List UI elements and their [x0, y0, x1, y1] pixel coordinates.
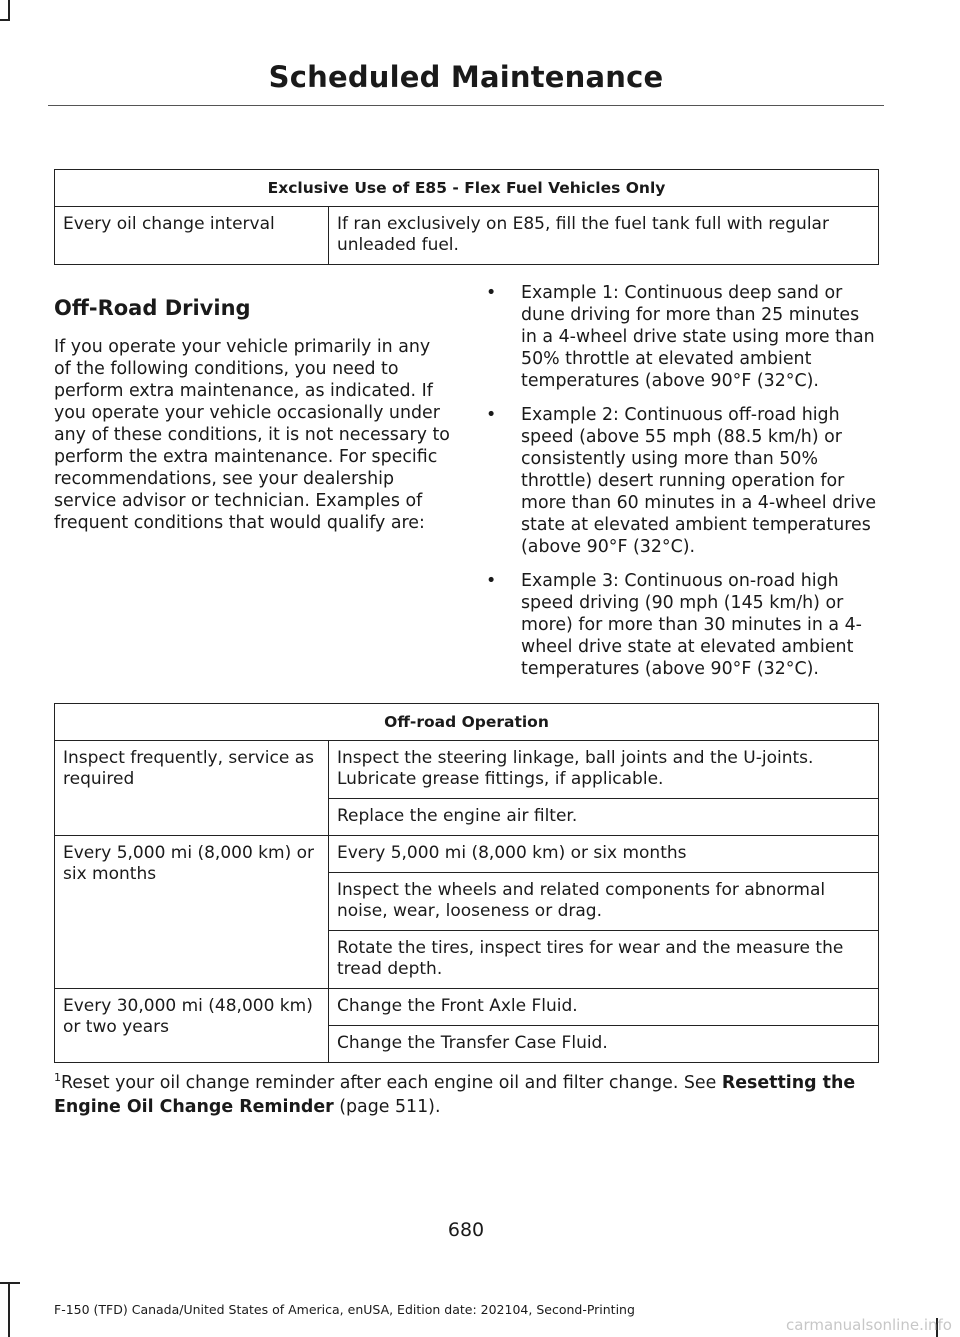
- action-cell: Inspect the steering linkage, ball joints and the U-joints. Lubricate grease fittings, if applicable.: [329, 741, 879, 799]
- footnote-page-ref: (page 511).: [333, 1097, 441, 1117]
- e85-table: [54, 169, 879, 265]
- footnote-marker: 1: [54, 1071, 61, 1084]
- crop-mark-bottom-left-h: [0, 1282, 20, 1284]
- example-text: Example 1: Continuous deep sand or dune driving for more than 25 minutes in a 4-wheel drive state using more than 50% throttle at elevated ambient temperatures (above 90°F (32°C).: [521, 283, 875, 391]
- table-row: [55, 741, 879, 799]
- footnote: [54, 1066, 880, 1119]
- page-number: 680: [447, 1219, 485, 1241]
- action-cell: Every 5,000 mi (8,000 km) or six months: [329, 836, 879, 873]
- interval-cell: Every 30,000 mi (48,000 km) or two years: [55, 989, 329, 1063]
- list-item: [486, 282, 880, 392]
- table-row: [55, 207, 879, 265]
- e85-table-caption: Exclusive Use of E85 - Flex Fuel Vehicles Only: [55, 170, 879, 207]
- e85-interval-cell: Every oil change interval: [55, 207, 329, 265]
- interval-cell: Every 5,000 mi (8,000 km) or six months: [55, 836, 329, 989]
- edition-info: F-150 (TFD) Canada/United States of America, enUSA, Edition date: 202104, Second-Printing: [54, 1302, 635, 1317]
- crop-mark-bottom-left-v: [8, 1282, 10, 1337]
- list-item: [486, 404, 880, 558]
- action-cell: Inspect the wheels and related components for abnormal noise, wear, looseness or drag.: [329, 873, 879, 931]
- watermark: carmanualsonline.info: [786, 1316, 952, 1334]
- table-row: [55, 989, 879, 1026]
- page-title: Scheduled Maintenance: [268, 60, 664, 94]
- header-divider: [48, 105, 884, 106]
- action-cell: Rotate the tires, inspect tires for wear and the measure the tread depth.: [329, 931, 879, 989]
- crop-mark-top-left-v: [8, 0, 10, 20]
- example-text: Example 2: Continuous off-road high speed (above 55 mph (88.5 km/h) or consistently using more than 50% throttle) desert running operation for more than 60 minutes in a 4-wheel drive state at elevated ambient temperatures (above 90°F (32°C).: [521, 405, 877, 557]
- bullet-icon: •: [486, 571, 497, 591]
- bullet-icon: •: [486, 283, 497, 303]
- bullet-icon: •: [486, 405, 497, 425]
- crop-mark-top-left-h: [0, 19, 10, 21]
- footnote-link[interactable]: Resetting the Engine Oil Change Reminder: [54, 1073, 856, 1117]
- action-cell: Change the Transfer Case Fluid.: [329, 1026, 879, 1063]
- e85-action-cell: If ran exclusively on E85, fill the fuel tank full with regular unleaded fuel.: [329, 207, 879, 265]
- offroad-intro: If you operate your vehicle primarily in any of the following conditions, you need to perform extra maintenance, as indicated. If you operate your vehicle occasionally under any of these conditions, it is not necessary to perform the extra maintenance. For specific recommendations, see your dealership service advisor or technician. Examples of frequent conditions that would qualify are:: [54, 337, 450, 533]
- action-cell: Replace the engine air filter.: [329, 799, 879, 836]
- interval-cell: Inspect frequently, service as required: [55, 741, 329, 836]
- offroad-operation-table: [54, 703, 879, 1063]
- offroad-examples-list: [486, 282, 880, 692]
- list-item: [486, 570, 880, 680]
- action-cell: Change the Front Axle Fluid.: [329, 989, 879, 1026]
- footnote-text: Reset your oil change reminder after each engine oil and filter change. See: [61, 1073, 722, 1093]
- table-row: [55, 836, 879, 873]
- offroad-heading: Off-Road Driving: [54, 296, 251, 320]
- example-text: Example 3: Continuous on-road high speed driving (90 mph (145 km/h) or more) for more than 30 minutes in a 4-wheel drive state at elevated ambient temperatures (above 90°F (32°C).: [521, 571, 862, 679]
- offroad-table-caption: Off-road Operation: [55, 704, 879, 741]
